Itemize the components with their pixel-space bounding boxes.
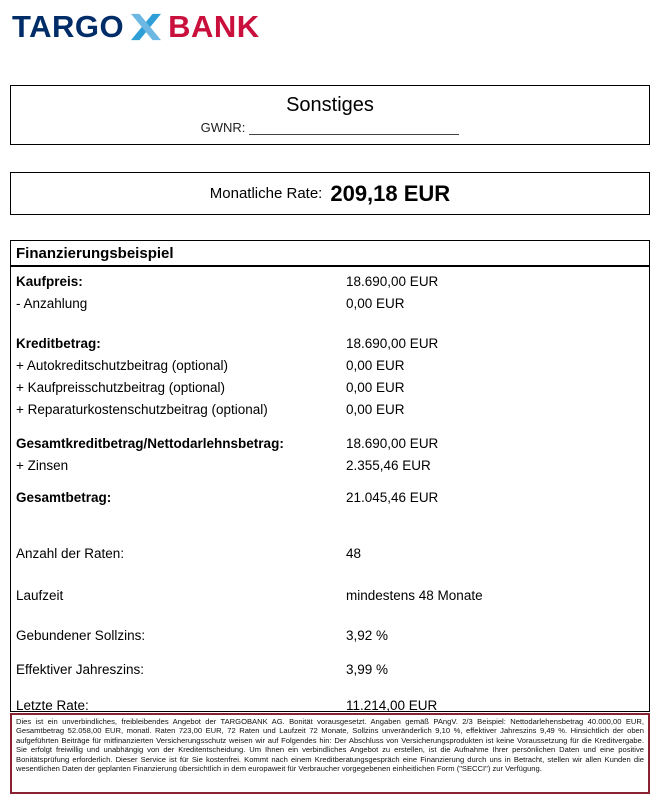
row-label: Effektiver Jahreszins: [16,662,145,677]
financing-row-kaufpreisschutz [16,377,641,399]
logo-bank-text: BANK [168,9,260,44]
row-value: 0,00 EUR [346,296,405,311]
row-label: Anzahl der Raten: [16,546,125,561]
row-value: 18.690,00 EUR [346,336,439,351]
row-label: - Anzahlung [16,296,88,311]
row-value: 48 [346,546,362,561]
row-value: 21.045,46 EUR [346,490,439,505]
financing-row-sollzins [16,625,641,647]
row-label: Laufzeit [16,588,64,603]
targobank-x-icon [129,12,163,42]
monthly-rate-label: Monatliche Rate: [209,185,323,202]
financing-row-gesamtkreditbetrag [16,433,641,455]
gwnr-label: GWNR: [200,120,246,135]
disclaimer-text: Dies ist ein unverbindliches, freibleibendes Angebot der TARGOBANK AG. Bonität vorausgesetzt. Angaben gemäß PAngV. 2/3 Beispiel: Nettodarlehensbetrag 40.000,00 EUR, Gesamtbetrag 52.058,00 EUR, monatl. Raten 723,00 EUR, 72 Raten und Laufzeit 72 Monate, Sollzins unveränderlich 9,10 %, effektiver Jahreszins 9,49 %. Hinsichtlich der oben aufgeführten Beiträge für mitfinanzierten Versicherungsschutz weisen wir auf Folgendes hin: Der Abschluss von Versicherungsprodukten ist keine Voraussetzung für die Kreditvergabe. Sie erfolgt freiwillig und unabhängig von der Kreditentscheidung. Um Ihnen ein verbindliches Angebot zu erstellen, ist die Aufnahme Ihrer persönlichen Daten und eine positive Bonitätsprüfung erforderlich. Dieser Service ist für Sie kostenfrei. Kommt nach einem Kreditberatungsgespräch eine Finanzierung durch uns in Betracht, stellen wir allen Kunden die wesentlichen Daten der geplanten Finanzierung übersichtlich in dem europaweit für Verbraucher vorgegebenen einheitlichen Form ("SECCI") zur Verfügung. [16,717,644,774]
financing-row-reparaturkostenschutz [16,399,641,421]
monthly-rate-box [10,172,650,215]
targobank-logo [12,4,260,50]
category-box [10,85,650,145]
financing-row-anzahlung [16,293,641,315]
row-value: 0,00 EUR [346,358,405,373]
gwnr-blank-field [249,122,459,135]
monthly-rate-value: 209,18 EUR [330,180,451,206]
row-label: + Kaufpreisschutzbeitrag (optional) [16,380,225,395]
financing-row-jahreszins [16,659,641,681]
row-value: 3,92 % [346,628,389,643]
row-label: + Zinsen [16,458,69,473]
row-label: + Autokreditschutzbeitrag (optional) [16,358,228,373]
row-label: Kaufpreis: [16,274,83,289]
row-label: Kreditbetrag: [16,336,101,351]
row-label: Gesamtkreditbetrag/Nettodarlehnsbetrag: [16,436,284,451]
row-label: + Reparaturkostenschutzbeitrag (optional) [16,402,268,417]
row-value: 18.690,00 EUR [346,274,439,289]
row-label: Gesamtbetrag: [16,490,112,505]
logo-targo-text: TARGO [12,9,125,44]
financing-title: Finanzierungsbeispiel [11,241,649,267]
financing-row-kaufpreis [16,271,641,293]
row-value: 0,00 EUR [346,402,405,417]
financing-row-kreditbetrag [16,333,641,355]
disclaimer-box [10,713,650,794]
financing-row-laufzeit [16,585,641,607]
row-value: 2.355,46 EUR [346,458,431,473]
row-value: 0,00 EUR [346,380,405,395]
gwnr-row [11,120,649,135]
financing-rows [11,267,649,717]
financing-example-box [10,240,650,712]
row-label: Gebundener Sollzins: [16,628,146,643]
category-title: Sonstiges [286,94,374,116]
row-label: Letzte Rate: [16,698,89,713]
financing-row-gesamtbetrag [16,487,641,509]
financing-row-autokreditschutz [16,355,641,377]
row-value: 11.214,00 EUR [346,698,438,713]
row-value: 18.690,00 EUR [346,436,439,451]
financing-row-anzahl-raten [16,543,641,565]
row-value: mindestens 48 Monate [346,588,483,603]
financing-row-zinsen [16,455,641,477]
row-value: 3,99 % [346,662,389,677]
